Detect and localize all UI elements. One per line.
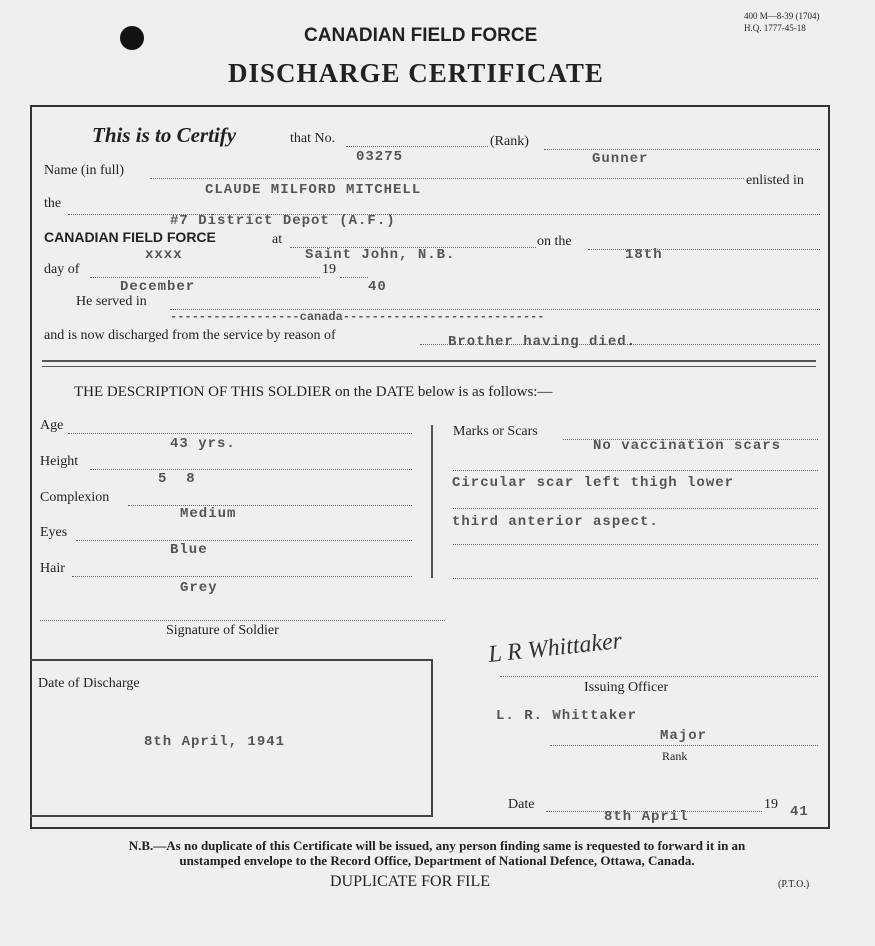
dotted-line [40,620,445,621]
punch-hole [120,26,144,50]
label-date: Date [508,797,535,812]
officer-signature: L R Whittaker [487,628,624,668]
label-the: the [44,196,62,211]
label-on-the: on the [537,234,572,249]
label-reason: and is now discharged from the service by reason of [44,328,336,343]
value-served-in: ------------------canada---------------------------- [170,310,545,324]
certify-heading: This is to Certify [92,123,237,147]
label-rank-officer: Rank [662,749,688,763]
value-date-year: 41 [790,804,809,820]
label-served: He served in [76,294,147,309]
value-officer-name: L. R. Whittaker [496,708,638,724]
value-reason: Brother having died. [448,334,637,350]
value-complexion: Medium [180,506,237,522]
label-at: at [272,232,283,247]
value-marks-1: No vaccination scars [593,438,782,454]
label-no: that No. [290,131,336,146]
nb-line-2: unstamped envelope to the Record Office, Department of National Defence, Ottawa, Canada. [179,853,695,868]
label-cff: CANADIAN FIELD FORCE [44,229,216,245]
dotted-line [68,433,412,434]
label-issuing-officer: Issuing Officer [584,680,669,695]
dotted-line [346,146,488,147]
label-hair: Hair [40,561,65,576]
value-unit: #7 District Depot (A.F.) [170,213,396,229]
label-height: Height [40,454,79,469]
label-day-of: day of [44,262,80,277]
dotted-line [544,149,820,150]
label-19: 19 [322,262,336,277]
dotted-line [550,745,818,746]
value-discharge-date: 8th April, 1941 [144,734,286,750]
description-heading: THE DESCRIPTION OF THIS SOLDIER on the DATE below is as follows:— [74,384,553,400]
value-marks-3: third anterior aspect. [452,514,659,530]
nb-line-1: N.B.—As no duplicate of this Certificate will be issued, any person finding same is requested to forward it in an [128,838,746,853]
value-officer-rank: Major [660,728,708,744]
dotted-line [90,469,412,470]
dotted-line [76,540,412,541]
divider [42,360,816,367]
value-hair: Grey [180,580,218,596]
nb-notice [42,838,832,868]
label-19-date: 19 [764,797,778,812]
form-code-line2: H.Q. 1777-45-18 [744,23,806,33]
label-complexion: Complexion [40,490,110,505]
dotted-line [340,277,368,278]
value-eyes: Blue [170,542,208,558]
dotted-line [453,470,818,471]
value-age: 43 yrs. [170,436,236,452]
dotted-line [588,249,820,250]
label-signature-soldier: Signature of Soldier [166,623,279,638]
value-date: 8th April [604,809,689,825]
dotted-line [128,505,412,506]
column-divider [431,425,433,578]
value-name: CLAUDE MILFORD MITCHELL [205,182,422,198]
dotted-line [453,578,818,579]
value-height: 5 8 [158,471,196,487]
label-name: Name (in full) [44,163,125,178]
dotted-line [72,576,412,577]
form-code [744,10,820,34]
dotted-line [453,508,818,509]
org-heading: CANADIAN FIELD FORCE [304,25,538,46]
pto-label: (P.T.O.) [778,879,810,890]
dotted-line [453,544,818,545]
value-year: 40 [368,279,387,295]
form-code-line1: 400 M—8-39 (1704) [744,11,820,21]
value-day: 18th [625,247,663,263]
label-rank: (Rank) [490,134,529,149]
value-marks-2: Circular scar left thigh lower [452,475,735,491]
value-place: Saint John, N.B. [305,247,456,263]
duplicate-label: DUPLICATE FOR FILE [330,873,491,890]
value-at-prefix: xxxx [145,247,183,263]
value-rank: Gunner [592,151,649,167]
dotted-line [150,178,744,179]
dotted-line [90,277,320,278]
label-marks: Marks or Scars [453,424,538,439]
page-title: DISCHARGE CERTIFICATE [228,58,604,88]
label-age: Age [40,418,64,433]
dotted-line [500,676,818,677]
value-number: 03275 [356,149,404,165]
label-date-of-discharge: Date of Discharge [38,676,140,691]
label-enlisted: enlisted in [746,173,804,188]
label-eyes: Eyes [40,525,68,540]
value-month: December [120,279,196,295]
